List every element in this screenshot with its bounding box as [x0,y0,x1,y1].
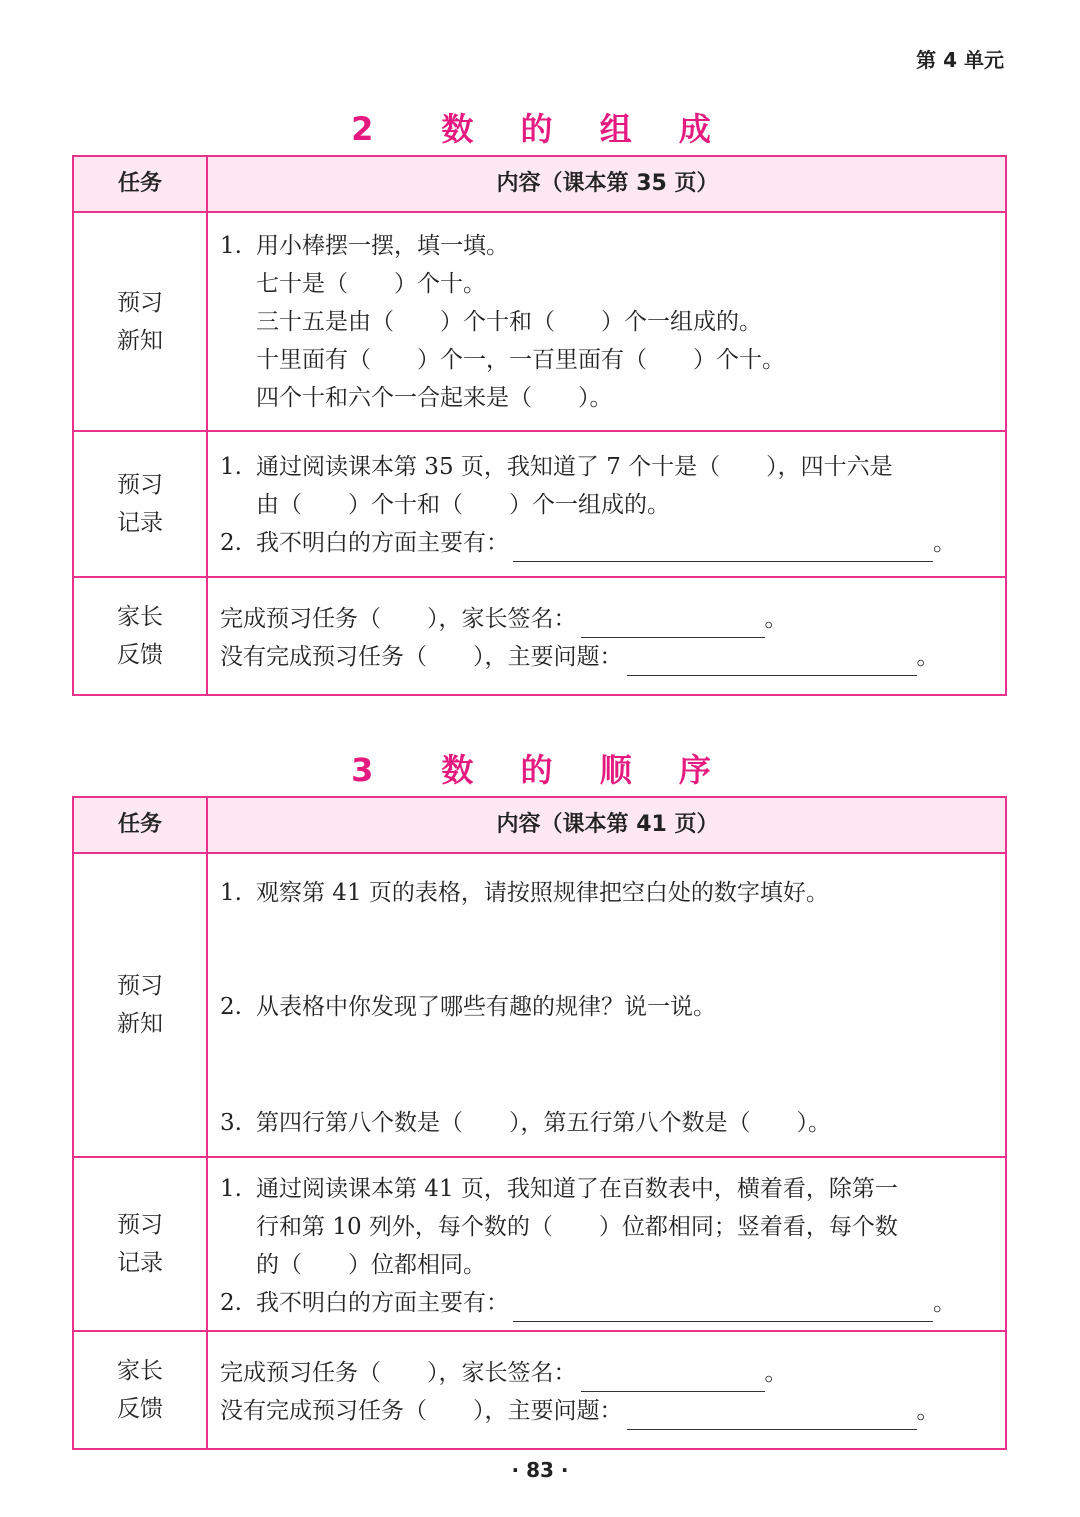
item-number: 2. [220,1290,242,1316]
item-number: 1. [220,233,242,259]
period: 。 [916,644,940,670]
row-preview-record [74,430,1005,576]
item-number: 1. [220,880,242,906]
content-line [220,227,995,265]
row-label-line: 新知 [117,327,163,354]
problem-line[interactable] [627,1399,917,1430]
content-line [220,1284,995,1322]
row-label [74,578,208,694]
content-line [220,638,995,676]
content-line [220,600,995,638]
row-content [208,213,1005,430]
row-label-line: 预习 [117,472,163,498]
content-line [220,524,995,562]
feedback-text[interactable]: 没有完成预习任务（ ），主要问题： [220,644,623,670]
content-line [220,448,995,486]
row-label-line: 反馈 [117,642,163,668]
feedback-text[interactable]: 完成预习任务（ ），家长签名： [220,1360,577,1386]
row-label-line: 家长 [117,604,163,630]
item-text: 用小棒摆一摆，填一填。 [256,233,509,259]
period: 。 [764,606,788,632]
preview-table [72,796,1007,1450]
row-parent-feedback [74,576,1005,694]
preview-table [72,155,1007,696]
content-line[interactable]: 七十是（ ）个十。 [256,271,486,297]
table-header-row [74,798,1005,852]
row-content [208,578,1005,694]
row-preview-record [74,1156,1005,1330]
row-label [74,432,208,576]
content-line [220,1354,995,1392]
header-content: 内容（课本第 35 页） [496,171,719,196]
item-text[interactable]: 第四行第八个数是（ ），第五行第八个数是（ ）。 [256,1110,831,1136]
page-number: · 83 · [511,1458,569,1482]
row-label [74,854,208,1156]
row-label [74,1158,208,1330]
row-label [74,1332,208,1448]
content-line[interactable]: 十里面有（ ）个一，一百里面有（ ）个十。 [256,347,785,373]
row-label-line: 家长 [117,1358,163,1384]
item-number: 1. [220,454,242,480]
table-header-row [74,157,1005,211]
answer-line[interactable] [513,531,933,562]
row-content [208,1158,1005,1330]
row-label-line: 新知 [117,1011,163,1037]
signature-line[interactable] [581,607,765,638]
header-task: 任务 [74,157,208,211]
row-content [208,432,1005,576]
answer-line[interactable] [513,1291,933,1322]
feedback-text[interactable]: 完成预习任务（ ），家长签名： [220,606,577,632]
row-label-line: 反馈 [117,1396,163,1422]
content-line[interactable]: 四个十和六个一合起来是（ ）。 [256,385,613,411]
problem-line[interactable] [627,645,917,676]
item-text: 我不明白的方面主要有： [256,1290,509,1316]
content-line [220,1104,831,1142]
period: 。 [764,1360,788,1386]
item-text[interactable]: 通过阅读课本第 35 页，我知道了 7 个十是（ ），四十六是 [256,454,893,480]
row-content [208,854,1005,1156]
content-line [220,1170,995,1208]
header-content: 内容（课本第 41 页） [496,812,719,837]
unit-label: 第 4 单元 [916,48,1004,72]
section-title: 3 数 的 顺 序 [351,751,729,789]
section-title: 2 数 的 组 成 [351,110,729,148]
period: 。 [933,530,956,556]
header-task: 任务 [74,798,208,852]
row-label-line: 预习 [117,973,163,999]
content-line[interactable]: 的（ ）位都相同。 [256,1252,486,1278]
item-text: 从表格中你发现了哪些有趣的规律？说一说。 [256,994,716,1020]
period: 。 [933,1290,956,1316]
row-label [74,213,208,430]
item-number: 1. [220,1176,242,1202]
item-text: 观察第 41 页的表格，请按照规律把空白处的数字填好。 [256,880,829,906]
content-line[interactable]: 行和第 10 列外，每个数的（ ）位都相同；竖着看，每个数 [256,1214,898,1240]
item-text: 我不明白的方面主要有： [256,530,509,556]
feedback-text[interactable]: 没有完成预习任务（ ），主要问题： [220,1398,623,1424]
row-label-line: 记录 [117,510,163,536]
item-text: 通过阅读课本第 41 页，我知道了在百数表中，横着看，除第一 [256,1176,898,1202]
row-preview-new [74,852,1005,1156]
row-content [208,1332,1005,1448]
period: 。 [916,1398,940,1424]
row-preview-new [74,211,1005,430]
content-line[interactable]: 由（ ）个十和（ ）个一组成的。 [256,492,670,518]
row-parent-feedback [74,1330,1005,1448]
content-line [220,988,716,1026]
signature-line[interactable] [581,1361,765,1392]
row-label-line: 预习 [117,289,163,316]
content-line [220,1392,995,1430]
item-number: 2. [220,994,242,1020]
row-label-line: 预习 [117,1212,163,1238]
content-line [220,874,829,912]
content-line[interactable]: 三十五是由（ ）个十和（ ）个一组成的。 [256,309,762,335]
item-number: 3. [220,1110,242,1136]
row-label-line: 记录 [117,1250,163,1276]
item-number: 2. [220,530,242,556]
